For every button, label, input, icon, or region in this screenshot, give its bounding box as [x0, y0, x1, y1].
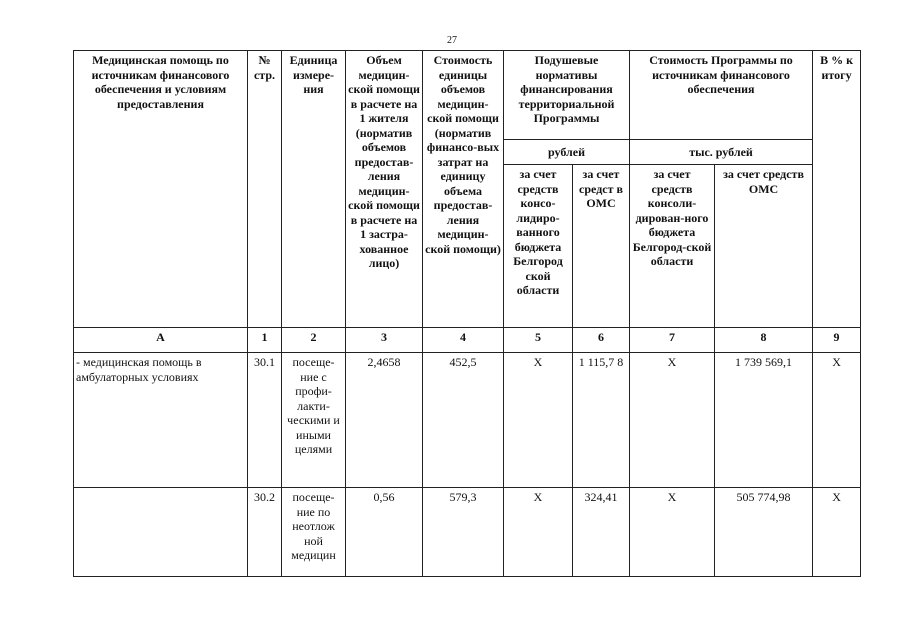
column-number: 9 [813, 328, 861, 353]
column-number: А [74, 328, 248, 353]
header-col-3: Объем медицин-ской помощи в расчете на 1 жителя (норматив объемов предостав-ления медицин-ской помощи в расчете на 1 застра-хованное лицо) [346, 51, 423, 328]
row-volume: 2,4658 [346, 353, 423, 488]
program-cost-table [73, 50, 861, 577]
header-col-9: В % к итогу [813, 51, 861, 328]
column-number: 2 [282, 328, 346, 353]
header-group-per-capita: Подушевые нормативы финансирования территориальной Программы [504, 51, 630, 140]
column-number: 6 [573, 328, 630, 353]
header-col-8: за счет средств ОМС [715, 165, 813, 328]
row-col-6: 1 115,7 8 [573, 353, 630, 488]
row-name [74, 488, 248, 577]
column-number: 4 [423, 328, 504, 353]
row-unit: посеще-ние с профи-лакти-ческими и иными целями [282, 353, 346, 488]
row-col-9: Х [813, 353, 861, 488]
row-col-7: Х [630, 353, 715, 488]
column-number-row [74, 328, 861, 353]
header-col-1: № стр. [248, 51, 282, 328]
row-line-number: 30.2 [248, 488, 282, 577]
header-col-5: за счет средств консо-лидиро-ванного бюджета Белгород ской области [504, 165, 573, 328]
row-col-5: Х [504, 353, 573, 488]
column-number: 1 [248, 328, 282, 353]
header-col-2: Единица измере-ния [282, 51, 346, 328]
row-col-5: Х [504, 488, 573, 577]
header-col-6: за счет средст в ОМС [573, 165, 630, 328]
header-col-4: Стоимость единицы объемов медицин-ской помощи (норматив финансо-вых затрат на единицу объема предостав-ления медицин-ской помощи) [423, 51, 504, 328]
row-unit-cost: 579,3 [423, 488, 504, 577]
table-row [74, 353, 861, 488]
header-col-a: Медицинская помощь по источникам финансового обеспечения и условиям предоставления [74, 51, 248, 328]
column-number: 8 [715, 328, 813, 353]
row-name: - медицинская помощь в амбулаторных условиях [74, 353, 248, 488]
row-unit: посеще-ние по неотлож ной медицин [282, 488, 346, 577]
column-number: 5 [504, 328, 573, 353]
row-col-7: Х [630, 488, 715, 577]
row-col-9: Х [813, 488, 861, 577]
row-col-6: 324,41 [573, 488, 630, 577]
page-number: 27 [447, 35, 457, 46]
column-number: 3 [346, 328, 423, 353]
header-col-7: за счет средств консоли-дирован-ного бюджета Белгород-ской области [630, 165, 715, 328]
table-row [74, 488, 861, 577]
column-number: 7 [630, 328, 715, 353]
row-col-8: 505 774,98 [715, 488, 813, 577]
header-unit-rub: рублей [504, 140, 630, 165]
row-line-number: 30.1 [248, 353, 282, 488]
row-unit-cost: 452,5 [423, 353, 504, 488]
row-col-8: 1 739 569,1 [715, 353, 813, 488]
row-volume: 0,56 [346, 488, 423, 577]
header-group-program-cost: Стоимость Программы по источникам финансового обеспечения [630, 51, 813, 140]
header-unit-thousand-rub: тыс. рублей [630, 140, 813, 165]
header-row-1 [74, 51, 861, 140]
